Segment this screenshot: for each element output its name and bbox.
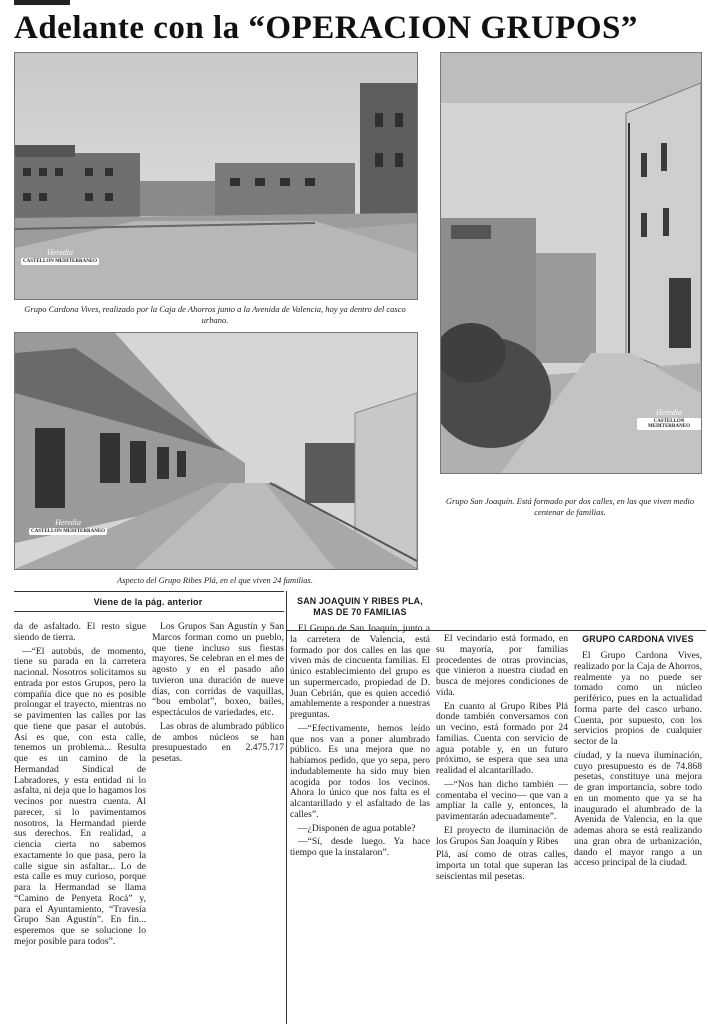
column-rule: [286, 591, 287, 1024]
column-rule: [14, 611, 284, 612]
top-rule-bar: [14, 0, 70, 5]
caption-ribes-pla: Aspecto del Grupo Ribes Plá, en el que viven 24 familias.: [117, 575, 313, 585]
column-rule: [14, 591, 284, 592]
paragraph: da de asfaltado. El resto sigue siendo de tierra.: [14, 621, 146, 643]
article-column-2: [152, 622, 284, 768]
paragraph: —“El autobús, de momento, tiene su parada en la carretera nacional. Nosotros solicitamos su entrada por estos Grupos, pero la compañía dice que no es posible prolongar el trayecto, mientras no se pavimenten las calles por las que tiene que pasar el autobús. Así es que, con esta calle, tenemos un problema... Resulta que es un camino de la Hermandad Sindical de Labradores, y esta entidad ni lo asfalta, ni deja que lo hagamos los vecinos por nuestra cuenta. Al parecer, si lo pavimentamos nosotros, la Hermandad pierde sus derechos. En realidad, a ciencia cierta no sabemos exactamente lo que pasa, pero la calle sigue sin asfaltar... Lo de esta calle es muy curioso, porque para la Hermandad se llama “Camino de Penyeta Rocá” y, para el Ayuntamiento, “Travesía Grupo San Agustín”. En fin... esperemos que se solucione lo mejor posible para todos”.: [14, 645, 146, 947]
continued-from-label: Viene de la pág. anterior: [93, 597, 203, 607]
photographer-watermark: Heredia CASTELLON MEDITERRANEO: [637, 409, 701, 430]
paragraph: —¿Disponen de agua potable?: [298, 822, 416, 834]
section-heading: GRUPO CARDONA VIVES: [582, 634, 694, 644]
paragraph: —“Efectivamente, hemos leído que nos van a poner alumbrado público. Es una mejora que no habíamos pedido, que yo sepa, pero indudablemente ha sido muy bien acogida por todos los vecinos. Ahora lo único que nos falta es el alcantarillado y el asfaltado de las calles”.: [290, 722, 430, 820]
photographer-watermark: Heredia CASTELLON MEDITERRANEO: [31, 518, 106, 534]
paragraph: El Grupo Cardona Vives, realizado por la Caja de Ahorros, realmente ya no puede ser tomado como un núcleo periférico, pues en la actualidad forma parte del casco urbano. Cuenta, por supuesto, con los servicios propios de cualquier sector de la: [574, 650, 702, 747]
paragraph: ciudad, y la nueva iluminación, cuyo presupuesto es de 74.868 pesetas, constituye una mejora de gran importancia, sobre todo en un momento que ya se ha inaugurado el alumbrado de la Avenida de Valencia, en la que ademas ahora se está realizando una gran obra de urbanización, dando el mayor rango a un acceso principal de la ciudad.: [574, 749, 702, 869]
paragraph: —“Nos han dicho también —comentaba el vecino— que van a ampliar la calle y, entonces, la pavimentarán adecuadamente”.: [436, 778, 568, 822]
photo-ribes-pla: [14, 332, 418, 570]
paragraph: Plá, así como de otras calles, importa un total que superan las seiscientas mil pesetas.: [436, 849, 568, 882]
photo-san-joaquin: [440, 52, 702, 474]
paragraph: El Grupo de San Joaquín, junto a la carretera de Valencia, está formado por dos calles en las que viven más de cincuenta familias. El único establecimiento del grupo es un supermercado, propiedad de D. Juan Cebrián, que es quien accedió amablemente a responder a nuestras preguntas.: [290, 623, 430, 720]
article-column-5: [574, 634, 702, 872]
paragraph: —“Sí, desde luego. Ya hace tiempo que la instalaron”.: [290, 836, 430, 858]
article-column-3: [290, 596, 430, 862]
section-heading: SAN JOAQUIN Y RIBES PLA, MAS DE 70 FAMILIAS: [297, 596, 423, 617]
headline: Adelante con la “OPERACION GRUPOS”: [14, 10, 638, 46]
photo-cardona-vives: [14, 52, 418, 300]
caption-cardona-vives: Grupo Cardona Vives, realizado por la Caja de Ahorros junto a la Avenida de Valencia, hoy ya dentro del casco urbano.: [24, 304, 406, 325]
paragraph: Los Grupos San Agustín y San Marcos forman como un pueblo, que tiene incluso sus fiestas mayores. Se celebran en el mes de agosto y en el pasado año tuvieron una duración de nueve días, con corridas de vaquillas, “bou embolat”, boxeo, bailes, espectáculos de variedades, etc.: [152, 621, 284, 718]
article-column-4: [436, 634, 568, 886]
caption-san-joaquin: Grupo San Joaquín. Está formado por dos calles, en las que viven medio centenar de familias.: [445, 496, 695, 517]
paragraph: El vecindario está formado, en su mayoría, por familias procedentes de otras provincias, que vinieron a nuestra ciudad en busca de mejores condiciones de vida.: [436, 633, 568, 698]
article-column-1: [14, 622, 146, 951]
paragraph: Las obras de alumbrado público de ambos núcleos se han presupuestado en 2.475.717 pesetas.: [152, 720, 284, 764]
paragraph: El proyecto de iluminación de los Grupos San Joaquín y Ribes: [436, 824, 568, 847]
photographer-watermark: Heredia CASTELLON MEDITERRANEO: [23, 248, 98, 264]
paragraph: En cuanto al Grupo Ribes Plá donde también conversamos con un vecino, está formado por 24 familias. Cuenta con servicio de agua potable y, en un futuro próximo, se espera que sea una realidad el alcantarillado.: [436, 700, 568, 776]
